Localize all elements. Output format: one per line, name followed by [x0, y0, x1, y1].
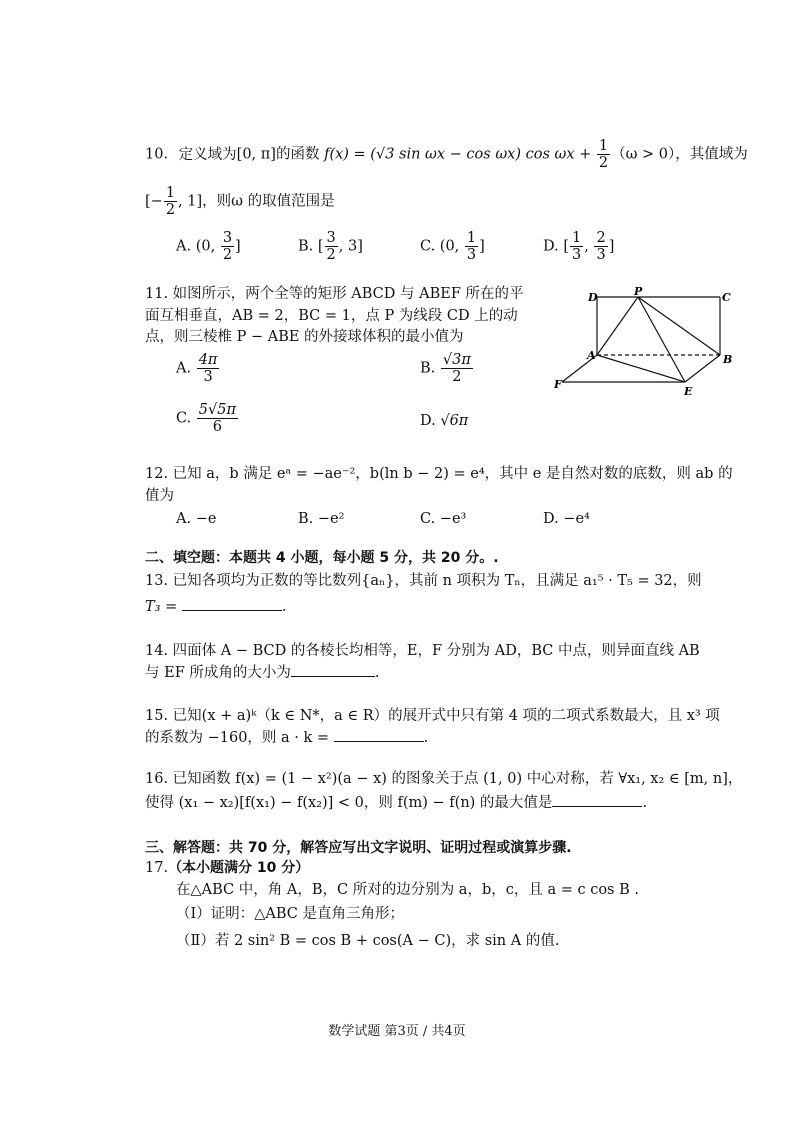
section-solutions-heading: 三、解答题：共 70 分，解答应写出文字说明、证明过程或演算步骤.: [145, 840, 572, 856]
edge-eb: [685, 355, 720, 382]
q12-line2: 值为: [145, 488, 174, 504]
q13-line1: 13. 已知各项均为正数的等比数列{aₙ}，其前 n 项积为 Tₙ，且满足 a₁⁵ · T₅ = 32，则: [145, 573, 702, 589]
q10-cond: （ω > 0）: [611, 146, 676, 163]
q12-option-d: D. −e⁴: [543, 511, 590, 527]
q10-option-a: A. (0, $\frac{3}{2}$ ]: [176, 230, 241, 263]
q10-option-c: C. (0, $\frac{1}{3}$ ]: [420, 230, 485, 263]
q11-line3: 点，则三棱椎 P − ABE 的外接球体积的最小值为: [145, 329, 464, 345]
label-p: P: [634, 285, 643, 298]
label-e: E: [684, 385, 693, 398]
q10-half-frac: $\frac{1}{2}$: [598, 138, 609, 171]
q16-line1: 16. 已知函数 f(x) = (1 − x²)(a − x) 的图象关于点 (1, 0) 中心对称，若 ∀x₁, x₂ ∈ [m, n]，: [145, 771, 743, 787]
q10-line1: [145, 138, 748, 171]
q10-stem-b: 的函数: [275, 146, 320, 163]
q11-figure: [550, 285, 745, 400]
q10-stem-a: 定义域为: [178, 146, 237, 163]
edge-pa: [597, 297, 638, 355]
q17-part2: （Ⅱ）若 2 sin² B = cos B + cos(A − C)，求 sin A 的值.: [176, 933, 560, 949]
q13-answer-blank[interactable]: [182, 596, 282, 611]
page-footer: 数学试题 第3页 / 共4页: [328, 1024, 466, 1039]
q10-number: 10.: [145, 146, 169, 163]
q15-line1: 15. 已知(x + a)ᵏ（k ∈ N*，a ∈ R）的展开式中只有第 4 项的二项式系数最大，且 x³ 项: [145, 708, 720, 724]
section-fill-blank-heading: 二、填空题：本题共 4 小题，每小题 5 分，共 20 分。.: [145, 550, 499, 566]
q12-option-b: B. −e²: [298, 511, 345, 527]
q10-stem-c: ，其值域为: [675, 146, 748, 163]
q12-line1: 12. 已知 a，b 满足 eᵃ = −ae⁻²，b(ln b − 2) = e⁴，其中 e 是自然对数的底数，则 ab 的: [145, 466, 733, 482]
q10-stem-d: ，则ω 的取值范围是: [202, 193, 335, 210]
q11-option-a: A. $\frac{4\pi}{3}$: [176, 352, 218, 385]
label-d: D: [588, 291, 598, 304]
label-a: A: [587, 349, 596, 362]
q10-domain: [0, π]: [236, 146, 276, 163]
q12-option-c: C. −e³: [420, 511, 467, 527]
q11-option-b: B. $\frac{√3\pi}{2}$: [420, 352, 471, 385]
q10-option-b: B. [ $\frac{3}{2}$ , 3]: [298, 230, 363, 263]
q14-answer-blank[interactable]: [291, 662, 375, 677]
q12-option-a: A. −e: [176, 511, 217, 527]
q16-answer-blank[interactable]: [552, 792, 642, 807]
q16-line2: 使得 (x₁ − x₂)[f(x₁) − f(x₂)] < 0，则 f(m) − f(n) 的最大值是 .: [145, 792, 647, 814]
q14-line1: 14. 四面体 A − BCD 的各棱长均相等，E，F 分别为 AD，BC 中点，则异面直线 AB: [145, 643, 700, 659]
q17-heading: 17.（本小题满分 10 分）: [145, 860, 310, 876]
q10-range-a: [−: [145, 193, 163, 210]
q15-line2: 的系数为 −160，则 a · k = .: [145, 727, 428, 749]
q11-option-c: C. $\frac{5√5\pi}{6}$: [176, 402, 237, 435]
q17-line1: 在△ABC 中，角 A，B，C 所对的边分别为 a，b，c，且 a = c cos B .: [176, 882, 639, 898]
q10-formula: f(x) = (√3 sin ωx − cos ωx) cos ωx +: [324, 146, 592, 163]
q15-answer-blank[interactable]: [334, 727, 424, 742]
label-c: C: [722, 291, 731, 304]
label-f: F: [554, 378, 562, 391]
edge-pb: [638, 297, 720, 355]
q11-option-d: D. √6π: [420, 413, 469, 429]
q14-line2: 与 EF 所成角的大小为 .: [145, 662, 379, 684]
label-b: B: [723, 353, 733, 366]
q10-line2: [145, 185, 335, 218]
q10-option-d: D. [ $\frac{1}{3}$ , $\frac{2}{3}$ ]: [543, 230, 615, 263]
q10-range-b: , 1]: [178, 193, 203, 210]
q10-range-frac: $\frac{1}{2}$: [165, 185, 176, 218]
q13-line2: T₃ = .: [145, 596, 286, 618]
q11-line1: 11. 如图所示，两个全等的矩形 ABCD 与 ABEF 所在的平: [145, 286, 524, 302]
q17-part1: （Ⅰ）证明：△ABC 是直角三角形；: [176, 906, 404, 922]
q11-line2: 面互相垂直，AB = 2，BC = 1，点 P 为线段 CD 上的动: [145, 308, 518, 324]
